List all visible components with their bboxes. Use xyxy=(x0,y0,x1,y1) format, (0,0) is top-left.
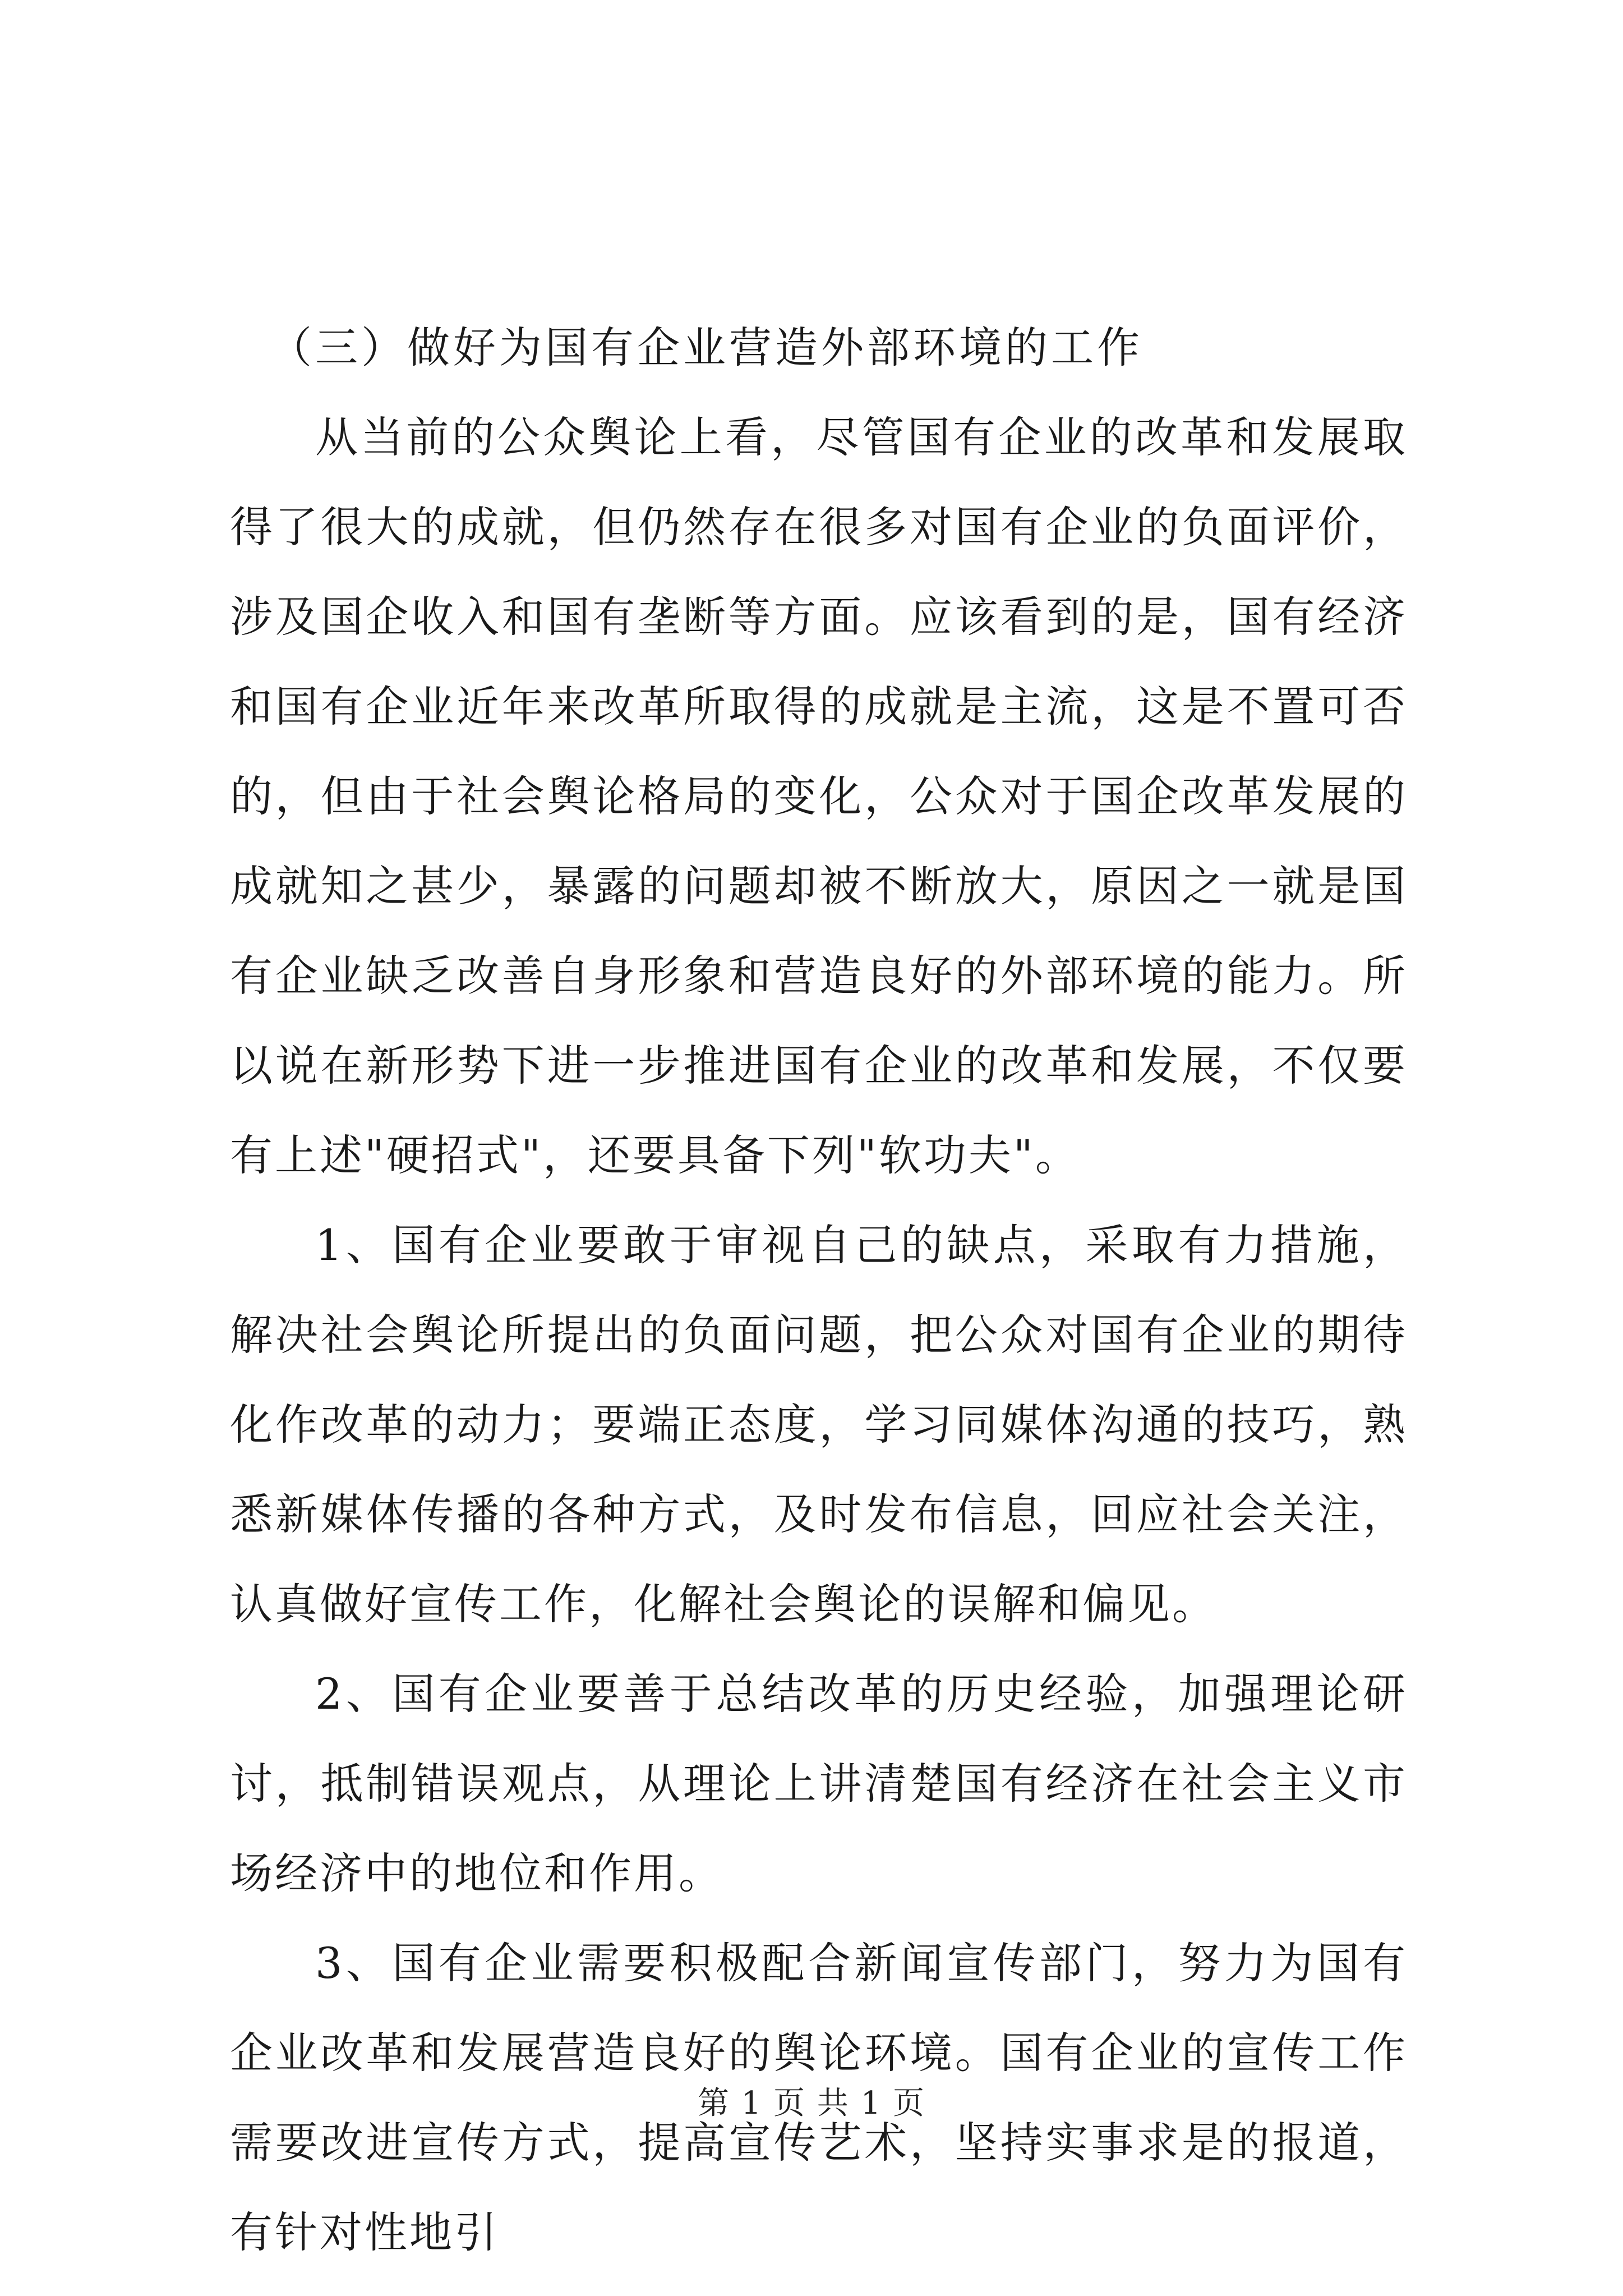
section-heading: （三）做好为国有企业营造外部环境的工作 xyxy=(269,323,1143,372)
paragraph-intro: 从当前的公众舆论上看，尽管国有企业的改革和发展取得了很大的成就，但仍然存在很多对国有企业的负面评价，涉及国企收入和国有垄断等方面。应该看到的是，国有经济和国有企业近年来改革所取得的成就是主流，这是不置可否的，但由于社会舆论格局的变化，公众对于国企改革发展的成就知之甚少，暴露的问题却被不断放大，原因之一就是国有企业缺乏改善自身形象和营造良好的外部环境的能力。所以说在新形势下进一步推进国有企业的改革和发展，不仅要有上述"硬招式"，还要具备下列"软功夫"。 xyxy=(230,412,1408,1180)
document-body xyxy=(230,303,1408,2277)
page-number-footer: 第 1 页 共 1 页 xyxy=(697,2085,926,2122)
paragraph-item-3: 3、国有企业需要积极配合新闻宣传部门，努力为国有企业改革和发展营造良好的舆论环境。国有企业的宣传工作需要改进宣传方式，提高宣传艺术，坚持实事求是的报道，有针对性地引 xyxy=(230,1938,1408,2257)
paragraph-item-2: 2、国有企业要善于总结改革的历史经验，加强理论研讨，抵制错误观点，从理论上讲清楚国有经济在社会主义市场经济中的地位和作用。 xyxy=(230,1669,1408,1898)
paragraph-item-1: 1、国有企业要敢于审视自己的缺点，采取有力措施，解决社会舆论所提出的负面问题，把公众对国有企业的期待化作改革的动力；要端正态度，学习同媒体沟通的技巧，熟悉新媒体传播的各种方式，及时发布信息，回应社会关注，认真做好宣传工作，化解社会舆论的误解和偏见。 xyxy=(230,1220,1408,1629)
